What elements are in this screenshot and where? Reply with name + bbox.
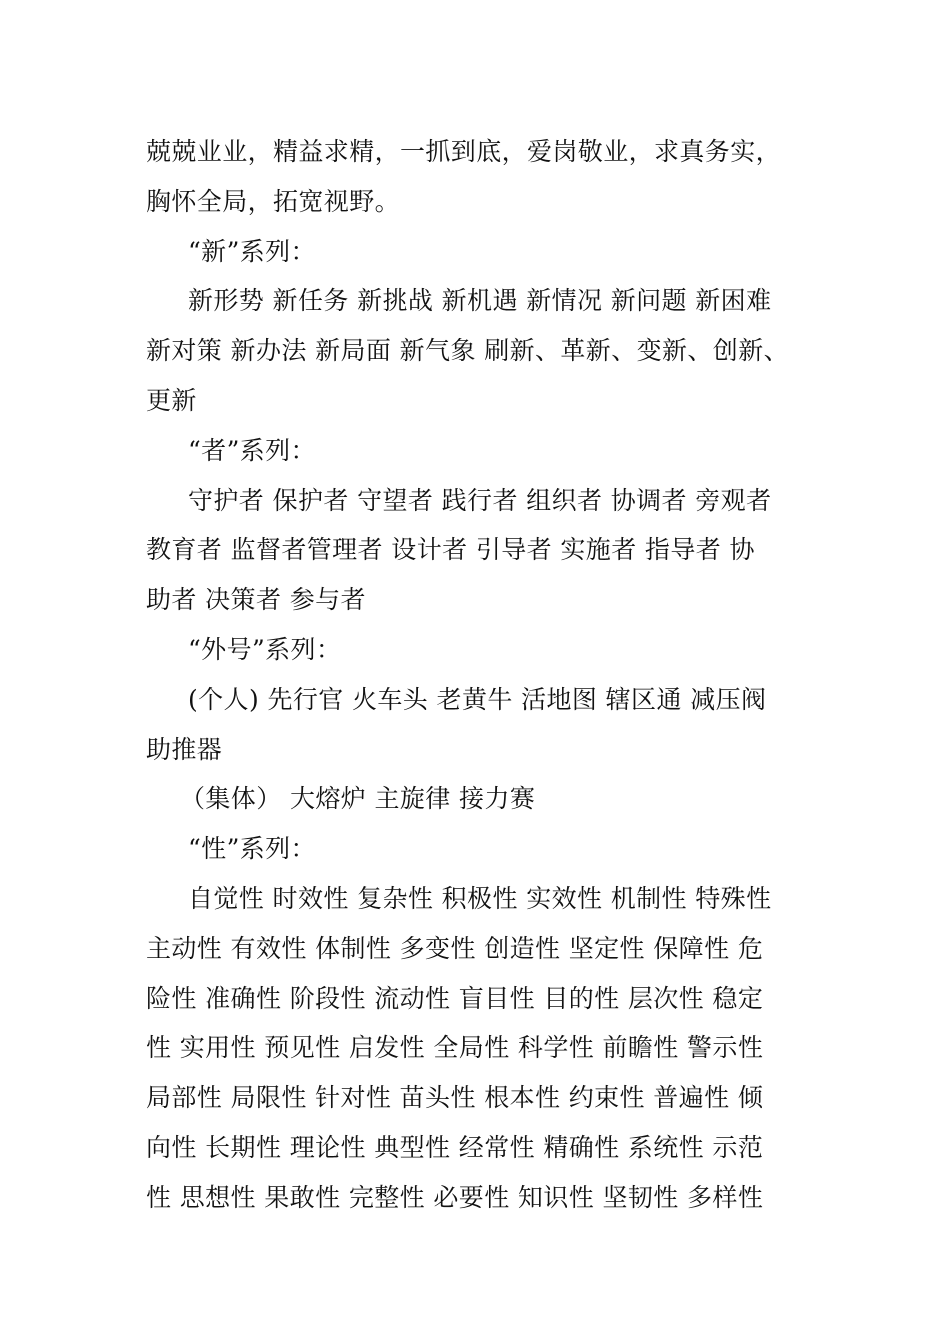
section-heading-waihao: “外号”系列： — [188, 634, 342, 664]
paragraph-line: 性 实用性 预见性 启发性 全局性 科学性 前瞻性 警示性 — [146, 1033, 764, 1063]
paragraph-line: 助者 决策者 参与者 — [146, 585, 366, 615]
paragraph-line: 局部性 局限性 针对性 苗头性 根本性 约束性 普遍性 倾 — [146, 1083, 764, 1113]
paragraph-line: 更新 — [146, 385, 197, 415]
paragraph-line: 兢兢业业，精益求精，一抓到底，爱岗敬业，求真务实， — [146, 137, 782, 166]
paragraph-line: 助推器 — [146, 734, 223, 764]
section-heading-xin: “新”系列： — [188, 236, 316, 266]
paragraph-line: 性 思想性 果敢性 完整性 必要性 知识性 坚韧性 多样性 — [146, 1182, 764, 1212]
paragraph-line: 教育者 监督者管理者 设计者 引导者 实施者 指导者 协 — [146, 535, 755, 565]
paragraph-line: 新形势 新任务 新挑战 新机遇 新情况 新问题 新困难 — [188, 286, 772, 316]
paragraph-line: 自觉性 时效性 复杂性 积极性 实效性 机制性 特殊性 — [188, 883, 772, 913]
paragraph-line: 向性 长期性 理论性 典型性 经常性 精确性 系统性 示范 — [146, 1132, 764, 1162]
section-heading-zhe: “者”系列： — [188, 435, 316, 465]
section-heading-xing: “性”系列： — [188, 834, 316, 864]
paragraph-line: 险性 准确性 阶段性 流动性 盲目性 目的性 层次性 稳定 — [146, 983, 764, 1013]
paragraph-line: 胸怀全局，拓宽视野。 — [146, 186, 401, 216]
paragraph-line: （集体） 大熔炉 主旋律 接力赛 — [180, 784, 536, 814]
paragraph-line: (个人) 先行官 火车头 老黄牛 活地图 辖区通 减压阀 — [188, 684, 767, 714]
paragraph-line: 守护者 保护者 守望者 践行者 组织者 协调者 旁观者 — [188, 485, 772, 515]
paragraph-line: 主动性 有效性 体制性 多变性 创造性 坚定性 保障性 危 — [146, 933, 764, 963]
paragraph-line: 新对策 新办法 新局面 新气象 刷新、革新、变新、创新、 — [146, 336, 789, 366]
document-body — [146, 127, 808, 1223]
